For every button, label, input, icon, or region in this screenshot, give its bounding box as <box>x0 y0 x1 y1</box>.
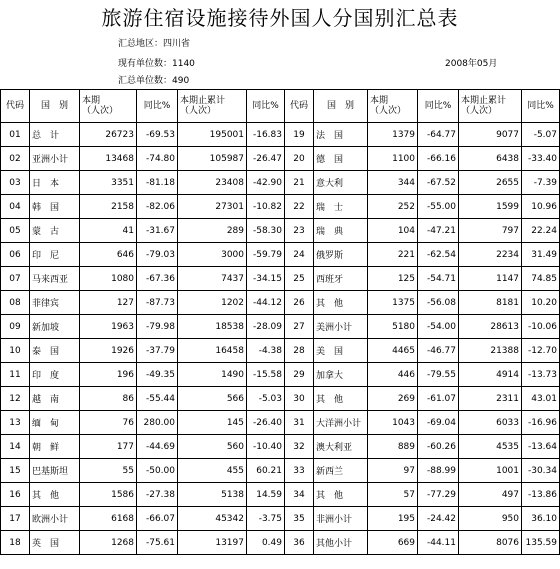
table-row <box>1 291 560 315</box>
cell-cumulative-pct: 10.20 <box>522 291 560 315</box>
cell-cumulative: 1599 <box>459 195 522 219</box>
cell-cumulative: 18538 <box>178 315 247 339</box>
cell-cumulative-pct: -59.79 <box>247 243 285 267</box>
cell-country: 蒙 古 <box>30 219 80 243</box>
cell-current: 1375 <box>368 291 418 315</box>
cell-code: 12 <box>1 387 30 411</box>
cell-cumulative-pct: -5.07 <box>522 123 560 147</box>
cell-cumulative-pct: 74.85 <box>522 267 560 291</box>
cell-cumulative: 2234 <box>459 243 522 267</box>
cell-current-pct: -50.00 <box>137 459 178 483</box>
cell-current-pct: -49.35 <box>137 363 178 387</box>
cell-current: 2158 <box>80 195 137 219</box>
cell-current-pct: -77.29 <box>418 483 459 507</box>
cell-cumulative-pct: -10.82 <box>247 195 285 219</box>
cell-current: 86 <box>80 387 137 411</box>
cell-code: 20 <box>285 147 314 171</box>
table-row <box>1 219 560 243</box>
cell-code: 29 <box>285 363 314 387</box>
cell-country: 巴基斯坦 <box>30 459 80 483</box>
cell-current: 1963 <box>80 315 137 339</box>
cell-code: 27 <box>285 315 314 339</box>
cell-code: 16 <box>1 483 30 507</box>
cell-current-pct: -46.77 <box>418 339 459 363</box>
cell-cumulative: 13197 <box>178 531 247 555</box>
cell-current-pct: -24.42 <box>418 507 459 531</box>
header-cumulative-right <box>459 90 522 123</box>
cell-country: 加拿大 <box>314 363 368 387</box>
cell-code: 11 <box>1 363 30 387</box>
cell-code: 15 <box>1 459 30 483</box>
cell-country: 其他小计 <box>314 531 368 555</box>
cell-current: 669 <box>368 531 418 555</box>
cell-cumulative: 6033 <box>459 411 522 435</box>
cell-current-pct: -66.16 <box>418 147 459 171</box>
cell-current: 3351 <box>80 171 137 195</box>
cell-cumulative: 27301 <box>178 195 247 219</box>
cell-cumulative: 289 <box>178 219 247 243</box>
units-summary: 汇总单位数：490 <box>118 76 190 86</box>
cell-cumulative-pct: -16.83 <box>247 123 285 147</box>
table-row <box>1 531 560 555</box>
cell-current-pct: -55.00 <box>418 195 459 219</box>
cell-current: 221 <box>368 243 418 267</box>
cell-cumulative-pct: -5.03 <box>247 387 285 411</box>
cell-cumulative-pct: -7.39 <box>522 171 560 195</box>
cell-code: 17 <box>1 507 30 531</box>
cell-country: 朝 鲜 <box>30 435 80 459</box>
cell-current-pct: -82.06 <box>137 195 178 219</box>
cell-cumulative-pct: -3.75 <box>247 507 285 531</box>
cell-current: 55 <box>80 459 137 483</box>
cell-code: 35 <box>285 507 314 531</box>
cell-country: 其 他 <box>314 483 368 507</box>
cell-country: 新西兰 <box>314 459 368 483</box>
cell-country: 法 国 <box>314 123 368 147</box>
cell-country: 印 尼 <box>30 243 80 267</box>
table-row <box>1 483 560 507</box>
cell-country: 澳大利亚 <box>314 435 368 459</box>
cell-cumulative: 28613 <box>459 315 522 339</box>
cell-current: 1586 <box>80 483 137 507</box>
cell-country: 越 南 <box>30 387 80 411</box>
cell-cumulative-pct: -13.73 <box>522 363 560 387</box>
cell-current: 13468 <box>80 147 137 171</box>
cell-code: 07 <box>1 267 30 291</box>
cell-current: 446 <box>368 363 418 387</box>
cell-current-pct: -87.73 <box>137 291 178 315</box>
cell-current-pct: -74.80 <box>137 147 178 171</box>
cell-current: 195 <box>368 507 418 531</box>
cell-current: 252 <box>368 195 418 219</box>
table-row <box>1 195 560 219</box>
cell-current-pct: -55.44 <box>137 387 178 411</box>
cell-country: 其 他 <box>314 387 368 411</box>
table-row <box>1 147 560 171</box>
cell-current: 1080 <box>80 267 137 291</box>
header-current-right-text: 本期 （人次） <box>370 96 407 116</box>
cell-cumulative-pct: -26.40 <box>247 411 285 435</box>
cell-current-pct: -67.36 <box>137 267 178 291</box>
cell-cumulative-pct: -16.96 <box>522 411 560 435</box>
cell-current: 646 <box>80 243 137 267</box>
header-current-pct-right: 同比% <box>418 90 459 123</box>
cell-code: 06 <box>1 243 30 267</box>
cell-current-pct: -54.00 <box>418 315 459 339</box>
cell-code: 36 <box>285 531 314 555</box>
cell-code: 26 <box>285 291 314 315</box>
cell-cumulative: 16458 <box>178 339 247 363</box>
cell-code: 30 <box>285 387 314 411</box>
cell-current: 269 <box>368 387 418 411</box>
cell-code: 28 <box>285 339 314 363</box>
cell-country: 其 他 <box>30 483 80 507</box>
cell-current-pct: -64.77 <box>418 123 459 147</box>
header-cumulative-pct-right: 同比% <box>522 90 560 123</box>
cell-cumulative-pct: -44.12 <box>247 291 285 315</box>
cell-country: 韩 国 <box>30 195 80 219</box>
cell-country: 美 国 <box>314 339 368 363</box>
table-row <box>1 507 560 531</box>
cell-current: 196 <box>80 363 137 387</box>
cell-cumulative: 1147 <box>459 267 522 291</box>
country-summary-table <box>0 89 560 555</box>
cell-cumulative: 23408 <box>178 171 247 195</box>
cell-cumulative: 1001 <box>459 459 522 483</box>
cell-current: 104 <box>368 219 418 243</box>
cell-current: 4465 <box>368 339 418 363</box>
cell-cumulative-pct: -12.70 <box>522 339 560 363</box>
cell-cumulative: 566 <box>178 387 247 411</box>
cell-country: 瑞 士 <box>314 195 368 219</box>
cell-current-pct: -61.07 <box>418 387 459 411</box>
cell-code: 33 <box>285 459 314 483</box>
cell-cumulative-pct: -34.15 <box>247 267 285 291</box>
cell-cumulative-pct: 10.96 <box>522 195 560 219</box>
cell-code: 04 <box>1 195 30 219</box>
cell-current: 889 <box>368 435 418 459</box>
cell-current-pct: -37.79 <box>137 339 178 363</box>
cell-cumulative: 4535 <box>459 435 522 459</box>
header-current-right <box>368 90 418 123</box>
cell-cumulative: 6438 <box>459 147 522 171</box>
cell-code: 25 <box>285 267 314 291</box>
report-date: 2008年05月 <box>445 59 498 69</box>
cell-cumulative-pct: 31.49 <box>522 243 560 267</box>
cell-cumulative: 3000 <box>178 243 247 267</box>
cell-code: 05 <box>1 219 30 243</box>
table-row <box>1 267 560 291</box>
cell-country: 马来西亚 <box>30 267 80 291</box>
cell-cumulative-pct: -13.86 <box>522 483 560 507</box>
cell-cumulative-pct: -30.34 <box>522 459 560 483</box>
cell-code: 03 <box>1 171 30 195</box>
cell-cumulative-pct: 14.59 <box>247 483 285 507</box>
table-row <box>1 123 560 147</box>
header-cumulative-right-text: 本期止累计 （人次） <box>461 96 507 116</box>
cell-cumulative-pct: 135.59 <box>522 531 560 555</box>
header-cumulative-text: 本期止累计 （人次） <box>180 96 226 116</box>
cell-current-pct: -60.26 <box>418 435 459 459</box>
cell-country: 缅 甸 <box>30 411 80 435</box>
cell-current: 5180 <box>368 315 418 339</box>
units-present: 现有单位数：1140 <box>118 59 195 69</box>
cell-current: 76 <box>80 411 137 435</box>
cell-cumulative-pct: -28.09 <box>247 315 285 339</box>
cell-cumulative-pct: -10.40 <box>247 435 285 459</box>
table-row <box>1 411 560 435</box>
cell-current-pct: 280.00 <box>137 411 178 435</box>
cell-current: 344 <box>368 171 418 195</box>
cell-current-pct: -69.04 <box>418 411 459 435</box>
cell-cumulative-pct: -4.38 <box>247 339 285 363</box>
cell-cumulative: 9077 <box>459 123 522 147</box>
cell-country: 大洋洲小计 <box>314 411 368 435</box>
cell-cumulative: 195001 <box>178 123 247 147</box>
cell-code: 34 <box>285 483 314 507</box>
cell-current: 127 <box>80 291 137 315</box>
cell-cumulative-pct: -15.58 <box>247 363 285 387</box>
cell-cumulative-pct: 36.10 <box>522 507 560 531</box>
cell-current-pct: -69.53 <box>137 123 178 147</box>
cell-code: 13 <box>1 411 30 435</box>
cell-cumulative: 145 <box>178 411 247 435</box>
cell-current-pct: -66.07 <box>137 507 178 531</box>
cell-current: 125 <box>368 267 418 291</box>
header-cumulative <box>178 90 247 123</box>
header-current <box>80 90 137 123</box>
header-current-text: 本期 （人次） <box>82 96 119 116</box>
cell-current: 6168 <box>80 507 137 531</box>
cell-country: 德 国 <box>314 147 368 171</box>
table-row <box>1 171 560 195</box>
cell-country: 非洲小计 <box>314 507 368 531</box>
cell-country: 其 他 <box>314 291 368 315</box>
table-row <box>1 435 560 459</box>
cell-code: 24 <box>285 243 314 267</box>
cell-country: 美洲小计 <box>314 315 368 339</box>
header-country: 国 别 <box>30 90 80 123</box>
cell-code: 08 <box>1 291 30 315</box>
cell-country: 瑞 典 <box>314 219 368 243</box>
report-title: 旅游住宿设施接待外国人分国别汇总表 <box>101 6 459 30</box>
cell-country: 俄罗斯 <box>314 243 368 267</box>
cell-code: 14 <box>1 435 30 459</box>
cell-current-pct: -54.71 <box>418 267 459 291</box>
cell-country: 菲律宾 <box>30 291 80 315</box>
cell-current-pct: -75.61 <box>137 531 178 555</box>
cell-cumulative-pct: 60.21 <box>247 459 285 483</box>
cell-current-pct: -47.21 <box>418 219 459 243</box>
cell-country: 英 国 <box>30 531 80 555</box>
cell-cumulative-pct: -33.40 <box>522 147 560 171</box>
cell-cumulative-pct: 43.01 <box>522 387 560 411</box>
cell-current: 1043 <box>368 411 418 435</box>
cell-cumulative: 1490 <box>178 363 247 387</box>
cell-cumulative: 5138 <box>178 483 247 507</box>
cell-current-pct: -67.52 <box>418 171 459 195</box>
cell-code: 10 <box>1 339 30 363</box>
table-row <box>1 339 560 363</box>
cell-current-pct: -79.03 <box>137 243 178 267</box>
cell-code: 21 <box>285 171 314 195</box>
cell-current: 26723 <box>80 123 137 147</box>
cell-cumulative: 8076 <box>459 531 522 555</box>
cell-cumulative: 4914 <box>459 363 522 387</box>
cell-cumulative-pct: 0.49 <box>247 531 285 555</box>
table-row <box>1 387 560 411</box>
cell-current-pct: -31.67 <box>137 219 178 243</box>
table-row <box>1 243 560 267</box>
cell-current: 97 <box>368 459 418 483</box>
table-header-row <box>1 90 560 123</box>
cell-current-pct: -56.08 <box>418 291 459 315</box>
cell-current-pct: -81.18 <box>137 171 178 195</box>
cell-cumulative: 2311 <box>459 387 522 411</box>
cell-country: 印 度 <box>30 363 80 387</box>
cell-code: 19 <box>285 123 314 147</box>
cell-current-pct: -88.99 <box>418 459 459 483</box>
cell-current: 57 <box>368 483 418 507</box>
cell-country: 亚洲小计 <box>30 147 80 171</box>
table-row <box>1 459 560 483</box>
cell-current-pct: -44.69 <box>137 435 178 459</box>
cell-current-pct: -44.11 <box>418 531 459 555</box>
cell-code: 18 <box>1 531 30 555</box>
cell-current-pct: -79.98 <box>137 315 178 339</box>
cell-cumulative: 797 <box>459 219 522 243</box>
table-row <box>1 363 560 387</box>
cell-country: 意大利 <box>314 171 368 195</box>
header-current-pct: 同比% <box>137 90 178 123</box>
cell-cumulative: 2655 <box>459 171 522 195</box>
cell-current: 177 <box>80 435 137 459</box>
cell-cumulative: 8181 <box>459 291 522 315</box>
cell-country: 新加坡 <box>30 315 80 339</box>
cell-code: 23 <box>285 219 314 243</box>
cell-code: 01 <box>1 123 30 147</box>
cell-current-pct: -79.55 <box>418 363 459 387</box>
header-country-right: 国 别 <box>314 90 368 123</box>
cell-country: 西班牙 <box>314 267 368 291</box>
header-code-right: 代码 <box>285 90 314 123</box>
cell-cumulative-pct: -42.90 <box>247 171 285 195</box>
cell-code: 02 <box>1 147 30 171</box>
cell-cumulative-pct: -13.64 <box>522 435 560 459</box>
cell-code: 09 <box>1 315 30 339</box>
cell-country: 总 计 <box>30 123 80 147</box>
cell-cumulative: 455 <box>178 459 247 483</box>
cell-cumulative: 1202 <box>178 291 247 315</box>
cell-cumulative: 560 <box>178 435 247 459</box>
cell-country: 日 本 <box>30 171 80 195</box>
cell-current: 1379 <box>368 123 418 147</box>
cell-cumulative-pct: -26.47 <box>247 147 285 171</box>
cell-country: 泰 国 <box>30 339 80 363</box>
cell-current: 41 <box>80 219 137 243</box>
header-cumulative-pct: 同比% <box>247 90 285 123</box>
cell-code: 31 <box>285 411 314 435</box>
cell-cumulative: 950 <box>459 507 522 531</box>
cell-code: 32 <box>285 435 314 459</box>
cell-cumulative: 45342 <box>178 507 247 531</box>
cell-cumulative-pct: -10.06 <box>522 315 560 339</box>
cell-cumulative: 21388 <box>459 339 522 363</box>
cell-cumulative: 497 <box>459 483 522 507</box>
table-row <box>1 315 560 339</box>
cell-cumulative: 105987 <box>178 147 247 171</box>
cell-cumulative-pct: -58.30 <box>247 219 285 243</box>
cell-country: 欧洲小计 <box>30 507 80 531</box>
cell-current: 1100 <box>368 147 418 171</box>
summary-region: 汇总地区：四川省 <box>118 39 191 49</box>
header-code: 代码 <box>1 90 30 123</box>
cell-current-pct: -62.54 <box>418 243 459 267</box>
table-body <box>1 123 560 555</box>
cell-code: 22 <box>285 195 314 219</box>
cell-cumulative-pct: 22.24 <box>522 219 560 243</box>
cell-current: 1268 <box>80 531 137 555</box>
cell-current: 1926 <box>80 339 137 363</box>
cell-current-pct: -27.38 <box>137 483 178 507</box>
cell-cumulative: 7437 <box>178 267 247 291</box>
